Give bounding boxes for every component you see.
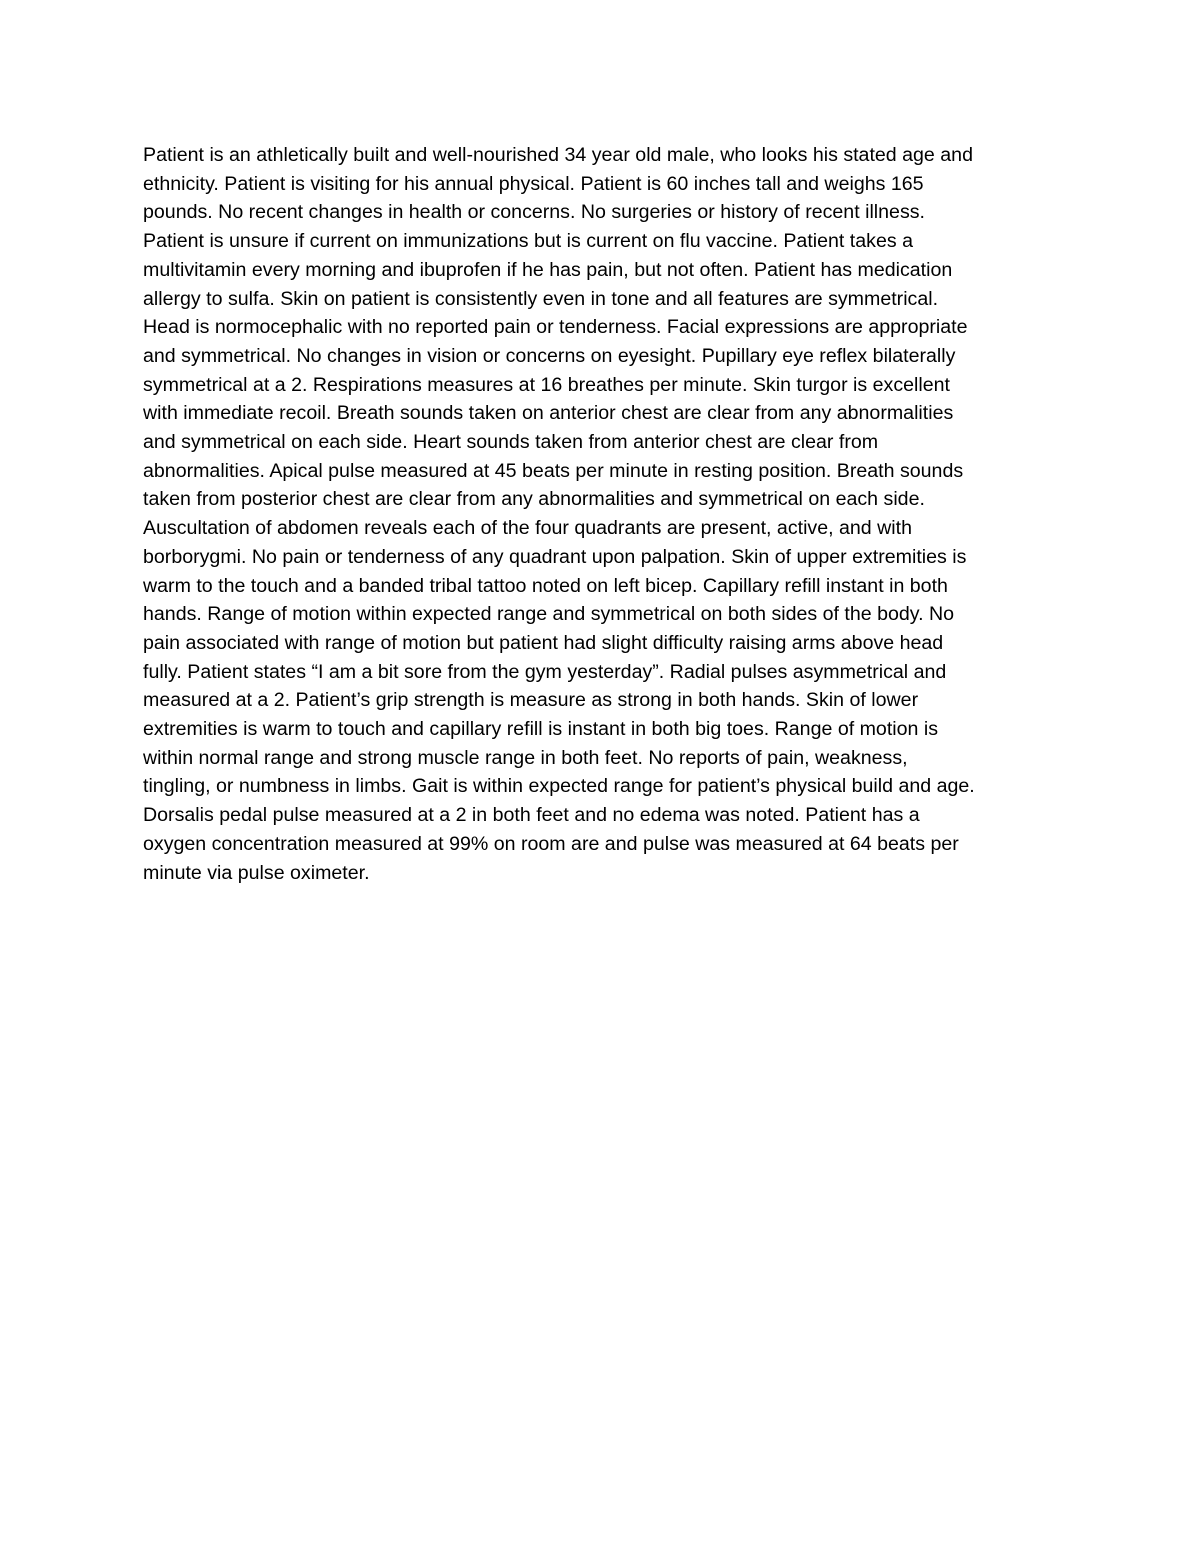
paragraph-line: Head is normocephalic with no reported pain or tenderness. Facial expressions are appropriate xyxy=(143,316,968,339)
paragraph-line: measured at a 2. Patient’s grip strength is measure as strong in both hands. Skin of lower xyxy=(143,689,919,712)
paragraph-line: oxygen concentration measured at 99% on room are and pulse was measured at 64 beats per xyxy=(143,832,959,855)
paragraph-line: symmetrical at a 2. Respirations measures at 16 breathes per minute. Skin turgor is excellent xyxy=(143,373,950,396)
paragraph-line: and symmetrical on each side. Heart sounds taken from anterior chest are clear from xyxy=(143,431,879,454)
paragraph-line: minute via pulse oximeter. xyxy=(143,861,370,884)
paragraph-line: warm to the touch and a banded tribal tattoo noted on left bicep. Capillary refill instant in both xyxy=(143,574,948,597)
paragraph-line: Patient is an athletically built and well-nourished 34 year old male, who looks his stated age and xyxy=(143,144,973,166)
paragraph-line: and symmetrical. No changes in vision or concerns on eyesight. Pupillary eye reflex bilaterally xyxy=(143,344,956,367)
paragraph-line: borborygmi. No pain or tenderness of any quadrant upon palpation. Skin of upper extremities is xyxy=(143,545,967,568)
paragraph-line: extremities is warm to touch and capillary refill is instant in both big toes. Range of motion is xyxy=(143,718,939,741)
paragraph-line: tingling, or numbness in limbs. Gait is within expected range for patient’s physical build and age. xyxy=(143,775,975,798)
paragraph-line: ethnicity. Patient is visiting for his annual physical. Patient is 60 inches tall and weighs 165 xyxy=(143,172,924,195)
patient-assessment-paragraph xyxy=(143,141,1073,887)
paragraph-line: hands. Range of motion within expected range and symmetrical on both sides of the body. No xyxy=(143,603,955,626)
paragraph-line: abnormalities. Apical pulse measured at 45 beats per minute in resting position. Breath sounds xyxy=(143,459,964,482)
paragraph-line: within normal range and strong muscle range in both feet. No reports of pain, weakness, xyxy=(143,746,908,769)
paragraph-line: Auscultation of abdomen reveals each of the four quadrants are present, active, and with xyxy=(143,517,912,540)
paragraph-line: multivitamin every morning and ibuprofen if he has pain, but not often. Patient has medication xyxy=(143,258,953,281)
paragraph-line: taken from posterior chest are clear from any abnormalities and symmetrical on each side. xyxy=(143,488,925,511)
paragraph-line: fully. Patient states “I am a bit sore from the gym yesterday”. Radial pulses asymmetrical and xyxy=(143,660,947,683)
paragraph-line: pain associated with range of motion but patient had slight difficulty raising arms above head xyxy=(143,631,944,654)
paragraph-line: allergy to sulfa. Skin on patient is consistently even in tone and all features are symmetrical. xyxy=(143,287,939,310)
paragraph-line: Dorsalis pedal pulse measured at a 2 in both feet and no edema was noted. Patient has a xyxy=(143,804,920,827)
paragraph-line: Patient is unsure if current on immunizations but is current on flu vaccine. Patient takes a xyxy=(143,230,913,253)
paragraph-line: with immediate recoil. Breath sounds taken on anterior chest are clear from any abnormalities xyxy=(143,402,954,425)
paragraph-line: pounds. No recent changes in health or concerns. No surgeries or history of recent illness. xyxy=(143,201,925,224)
